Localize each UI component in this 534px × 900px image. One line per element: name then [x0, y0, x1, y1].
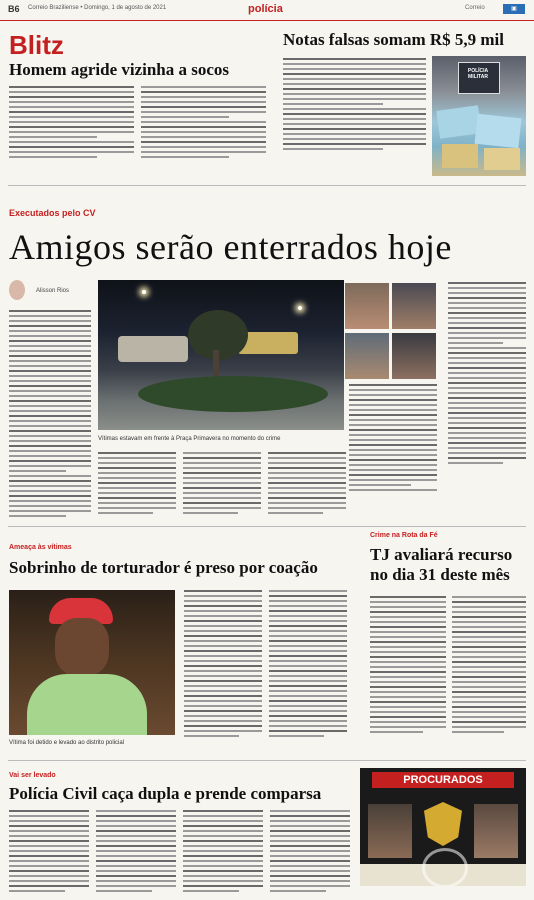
wanted-photo-1: [368, 804, 412, 858]
crime-scene-caption: Vítimas estavam em frente à Praça Primavera no momento do crime: [98, 436, 281, 442]
sobrinho-kicker: Ameaça às vítimas: [9, 544, 72, 551]
wanted-poster: [360, 768, 526, 886]
paper-info: Correio Braziliense • Domingo, 1 de agosto de 2021: [28, 5, 167, 11]
civil-col-4: [270, 810, 350, 896]
tj-col-1: [370, 596, 446, 746]
main-col-right: [448, 282, 526, 496]
civil-col-2: [96, 810, 176, 896]
suspect-photo-caption: Vítima foi detido e levado ao distrito policial: [9, 740, 125, 746]
blitz-col-1: [9, 86, 134, 178]
notas-body: [283, 58, 426, 176]
main-col-1: [9, 310, 91, 520]
main-col-4: [268, 452, 346, 520]
civil-headline: Polícia Civil caça dupla e prende comparsa: [9, 784, 322, 803]
divider: [8, 760, 526, 761]
victim-photo-2: [392, 283, 436, 329]
sobrinho-col-1: [184, 590, 262, 750]
police-sign: POLÍCIA MILITAR: [467, 68, 489, 80]
watermark-icon: [422, 848, 468, 886]
main-col-2: [98, 452, 176, 520]
crime-scene-photo: [98, 280, 344, 430]
counterfeit-money-photo: [432, 56, 526, 176]
blitz-col-2: [141, 86, 266, 178]
wanted-photo-2: [474, 804, 518, 858]
police-badge-icon: [424, 802, 462, 846]
header-right-label: Correio: [465, 5, 485, 11]
suspect-photo: [9, 590, 175, 735]
main-kicker: Executados pelo CV: [9, 208, 96, 218]
section-label: polícia: [248, 3, 283, 15]
tj-headline: TJ avaliará recurso no dia 31 deste mês: [370, 545, 513, 584]
page-number: B6: [8, 4, 20, 14]
sobrinho-col-2: [269, 590, 347, 750]
victim-photo-1: [345, 283, 389, 329]
civil-kicker: Vai ser levado: [9, 772, 56, 779]
wanted-title: PROCURADOS: [372, 772, 514, 788]
main-col-mid: [349, 384, 437, 494]
tj-kicker: Crime na Rota da Fé: [370, 532, 438, 539]
divider: [8, 185, 526, 186]
blitz-kicker: Blitz: [9, 30, 64, 60]
victim-photo-4: [392, 333, 436, 379]
author-byline: Alisson Rios: [36, 288, 70, 294]
main-col-3: [183, 452, 261, 520]
tj-col-2: [452, 596, 526, 746]
main-headline: Amigos serão enterrados hoje: [9, 227, 452, 267]
victim-photo-3: [345, 333, 389, 379]
author-avatar: [9, 280, 25, 300]
civil-col-3: [183, 810, 263, 896]
sobrinho-headline: Sobrinho de torturador é preso por coação: [9, 558, 318, 577]
notas-headline: Notas falsas somam R$ 5,9 mil: [283, 30, 504, 49]
blitz-headline: Homem agride vizinha a socos: [9, 60, 230, 79]
civil-col-1: [9, 810, 89, 896]
header-badge: ▣: [503, 4, 525, 14]
divider: [8, 526, 526, 527]
